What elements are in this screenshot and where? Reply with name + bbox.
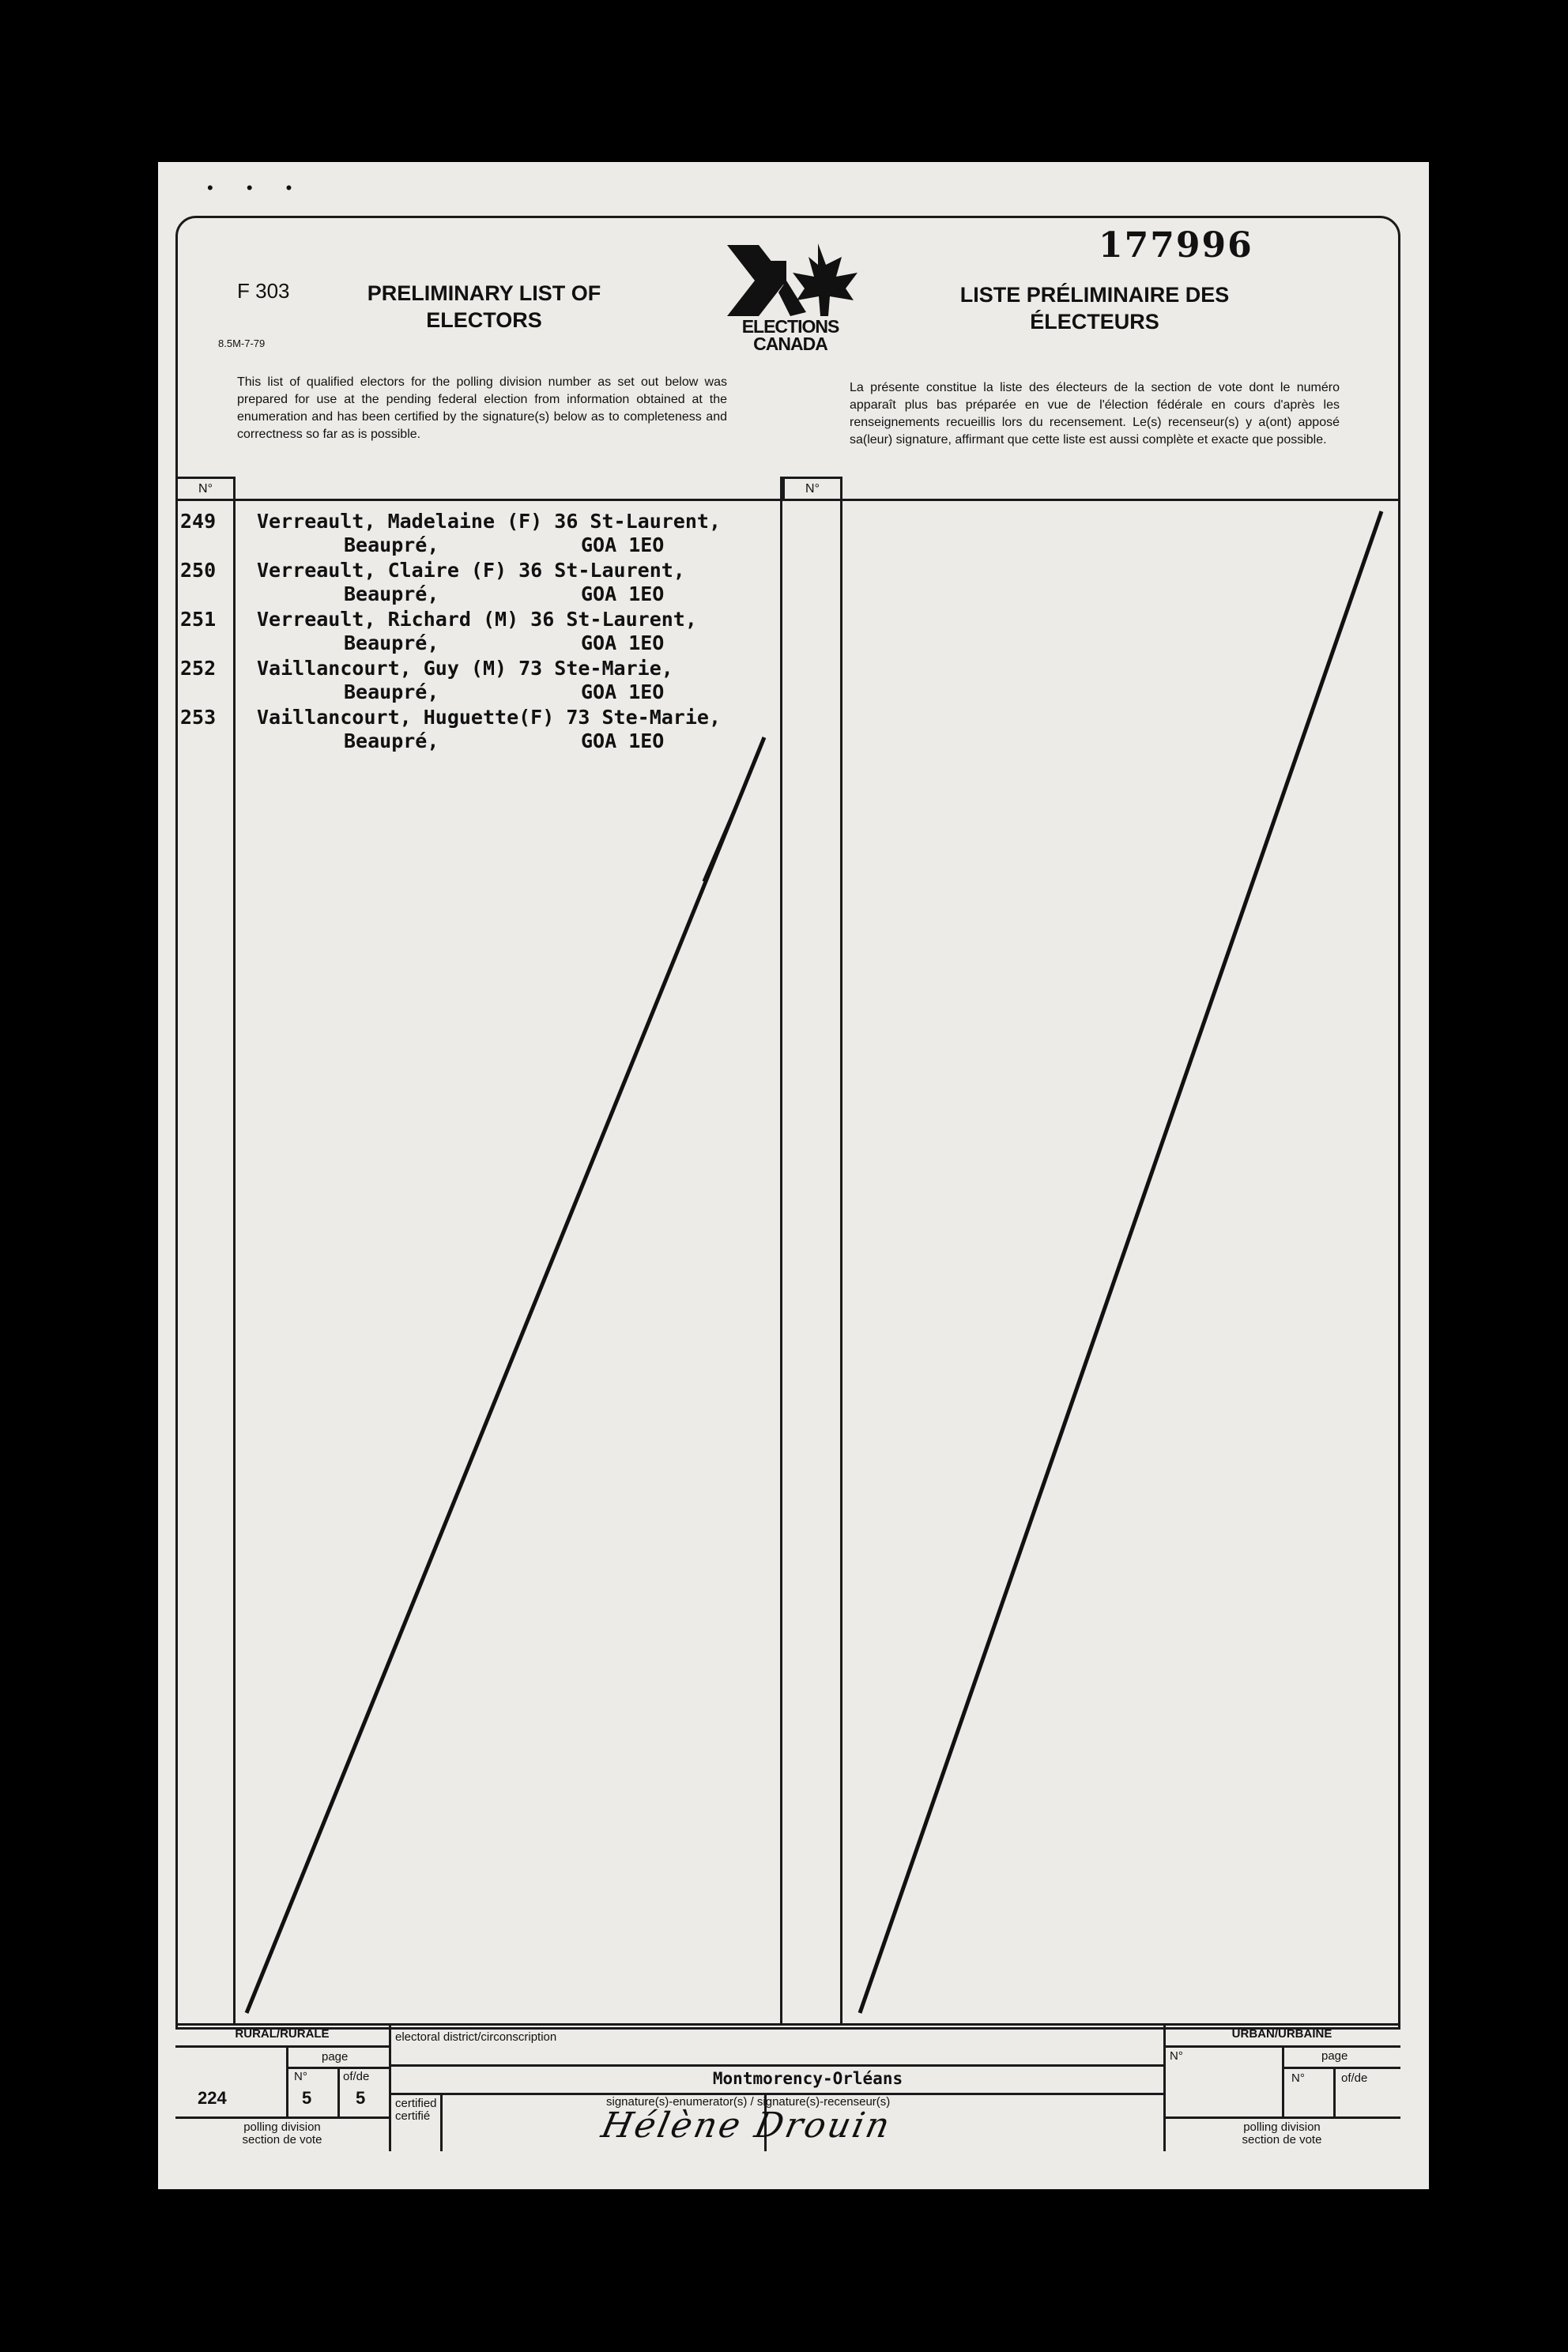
punch-dots: • • • bbox=[207, 178, 307, 198]
footer-rural-split bbox=[286, 2045, 288, 2116]
elector-number: 252 bbox=[180, 657, 217, 680]
signature-label: signature(s)-enumerator(s) / signature(s)-recenseur(s) bbox=[606, 2095, 891, 2109]
footer-urban-bottom bbox=[1163, 2116, 1400, 2119]
form-footer bbox=[175, 2023, 1400, 2151]
urban-polling-en: polling division bbox=[1243, 2120, 1321, 2134]
page-number: 5 bbox=[302, 2088, 312, 2108]
elector-town: Beaupré, bbox=[344, 729, 439, 752]
cancellation-lines bbox=[158, 162, 1429, 2189]
urban-page-label: page bbox=[1321, 2049, 1348, 2063]
elector-postal: GOA 1EO bbox=[581, 680, 665, 703]
elector-postal: GOA 1EO bbox=[581, 533, 665, 556]
footer-urban-page-split bbox=[1333, 2067, 1336, 2116]
elector-town: Beaupré, bbox=[344, 533, 439, 556]
elector-number: 251 bbox=[180, 608, 217, 631]
elector-town: Beaupré, bbox=[344, 680, 439, 703]
page-label: page bbox=[322, 2050, 349, 2064]
page-of-label: of/de bbox=[343, 2070, 370, 2083]
footer-certified-split bbox=[440, 2093, 443, 2151]
form-date: 8.5M-7-79 bbox=[218, 337, 266, 349]
district-label: electoral district/circonscription bbox=[395, 2030, 557, 2044]
logo-text-elections: ELECTIONS bbox=[741, 316, 839, 337]
district-name: Montmorency-Orléans bbox=[712, 2069, 903, 2088]
urban-label: URBAN/URBAINE bbox=[1231, 2027, 1332, 2041]
elector-name-address: Vaillancourt, Huguette(F) 73 Ste-Marie, bbox=[257, 706, 721, 729]
urban-of-label: of/de bbox=[1341, 2071, 1368, 2085]
elector-postal: GOA 1EO bbox=[581, 729, 665, 752]
urban-no2-label: N° bbox=[1291, 2071, 1305, 2085]
urban-polling-fr: section de vote bbox=[1242, 2133, 1322, 2147]
polling-division-number: 224 bbox=[198, 2088, 227, 2108]
elector-number: 249 bbox=[180, 510, 217, 533]
footer-district-rule bbox=[389, 2064, 1163, 2067]
polling-label-fr: section de vote bbox=[242, 2133, 322, 2147]
elector-postal: GOA 1EO bbox=[581, 631, 665, 654]
title-english: PRELIMINARY LIST OF ELECTORS bbox=[367, 281, 601, 332]
intro-french: La présente constitue la liste des électeurs de la section de vote dont le numéro apparaît plus bas préparée en vue de l'élection fédérale en cours d'après les renseignements recueillis lors du recensement. Le(s) recenseur(s) y a(ont) apposé sa(leur) signature, affirmant que cette liste est aussi complète et exacte que possible. bbox=[850, 381, 1340, 447]
right-cancel-line bbox=[860, 511, 1381, 2013]
certified-fr: certifié bbox=[395, 2109, 431, 2123]
left-number-header: N° bbox=[175, 477, 236, 499]
certified-en: certified bbox=[395, 2097, 437, 2110]
page-no-label: N° bbox=[294, 2070, 307, 2083]
elector-town: Beaupré, bbox=[344, 631, 439, 654]
footer-rural-rule bbox=[175, 2045, 389, 2048]
rural-label: RURAL/RURALE bbox=[235, 2027, 330, 2041]
document-page bbox=[158, 162, 1429, 2189]
serial-number: 177996 bbox=[1099, 225, 1253, 266]
polling-label-en: polling division bbox=[243, 2120, 321, 2134]
elector-town: Beaupré, bbox=[344, 582, 439, 605]
page-of: 5 bbox=[356, 2088, 366, 2108]
elector-number: 253 bbox=[180, 706, 217, 729]
logo-text-canada: CANADA bbox=[753, 334, 827, 354]
title-french: LISTE PRÉLIMINAIRE DES ÉLECTEURS bbox=[959, 283, 1230, 334]
elector-name-address: Verreault, Richard (M) 36 St-Laurent, bbox=[257, 608, 697, 631]
elector-name-address: Verreault, Madelaine (F) 36 St-Laurent, bbox=[257, 510, 721, 533]
footer-page-split bbox=[337, 2067, 340, 2116]
left-cancel-line bbox=[247, 737, 764, 2013]
footer-urban-split bbox=[1282, 2045, 1284, 2116]
right-number-header: N° bbox=[782, 477, 842, 499]
urban-no-label: N° bbox=[1170, 2049, 1183, 2063]
intro-english: This list of qualified electors for the polling division number as set out below was prepared for use at the pending federal election from information obtained at the enumeration and has been certified by the signature(s) below as to completeness and correctness so far as is possible. bbox=[237, 375, 727, 441]
footer-rural-bottom bbox=[175, 2116, 389, 2119]
footer-rule-1 bbox=[389, 2023, 391, 2151]
enumerator-signature: Hélène Drouin bbox=[597, 2105, 895, 2146]
elector-number: 250 bbox=[180, 559, 217, 582]
form-number: F 303 bbox=[237, 279, 290, 303]
elector-postal: GOA 1EO bbox=[581, 582, 665, 605]
left-cancel-mark bbox=[703, 771, 751, 881]
elector-name-address: Vaillancourt, Guy (M) 73 Ste-Marie, bbox=[257, 657, 673, 680]
elector-name-address: Verreault, Claire (F) 36 St-Laurent, bbox=[257, 559, 685, 582]
footer-urban-page-rule bbox=[1282, 2067, 1400, 2069]
